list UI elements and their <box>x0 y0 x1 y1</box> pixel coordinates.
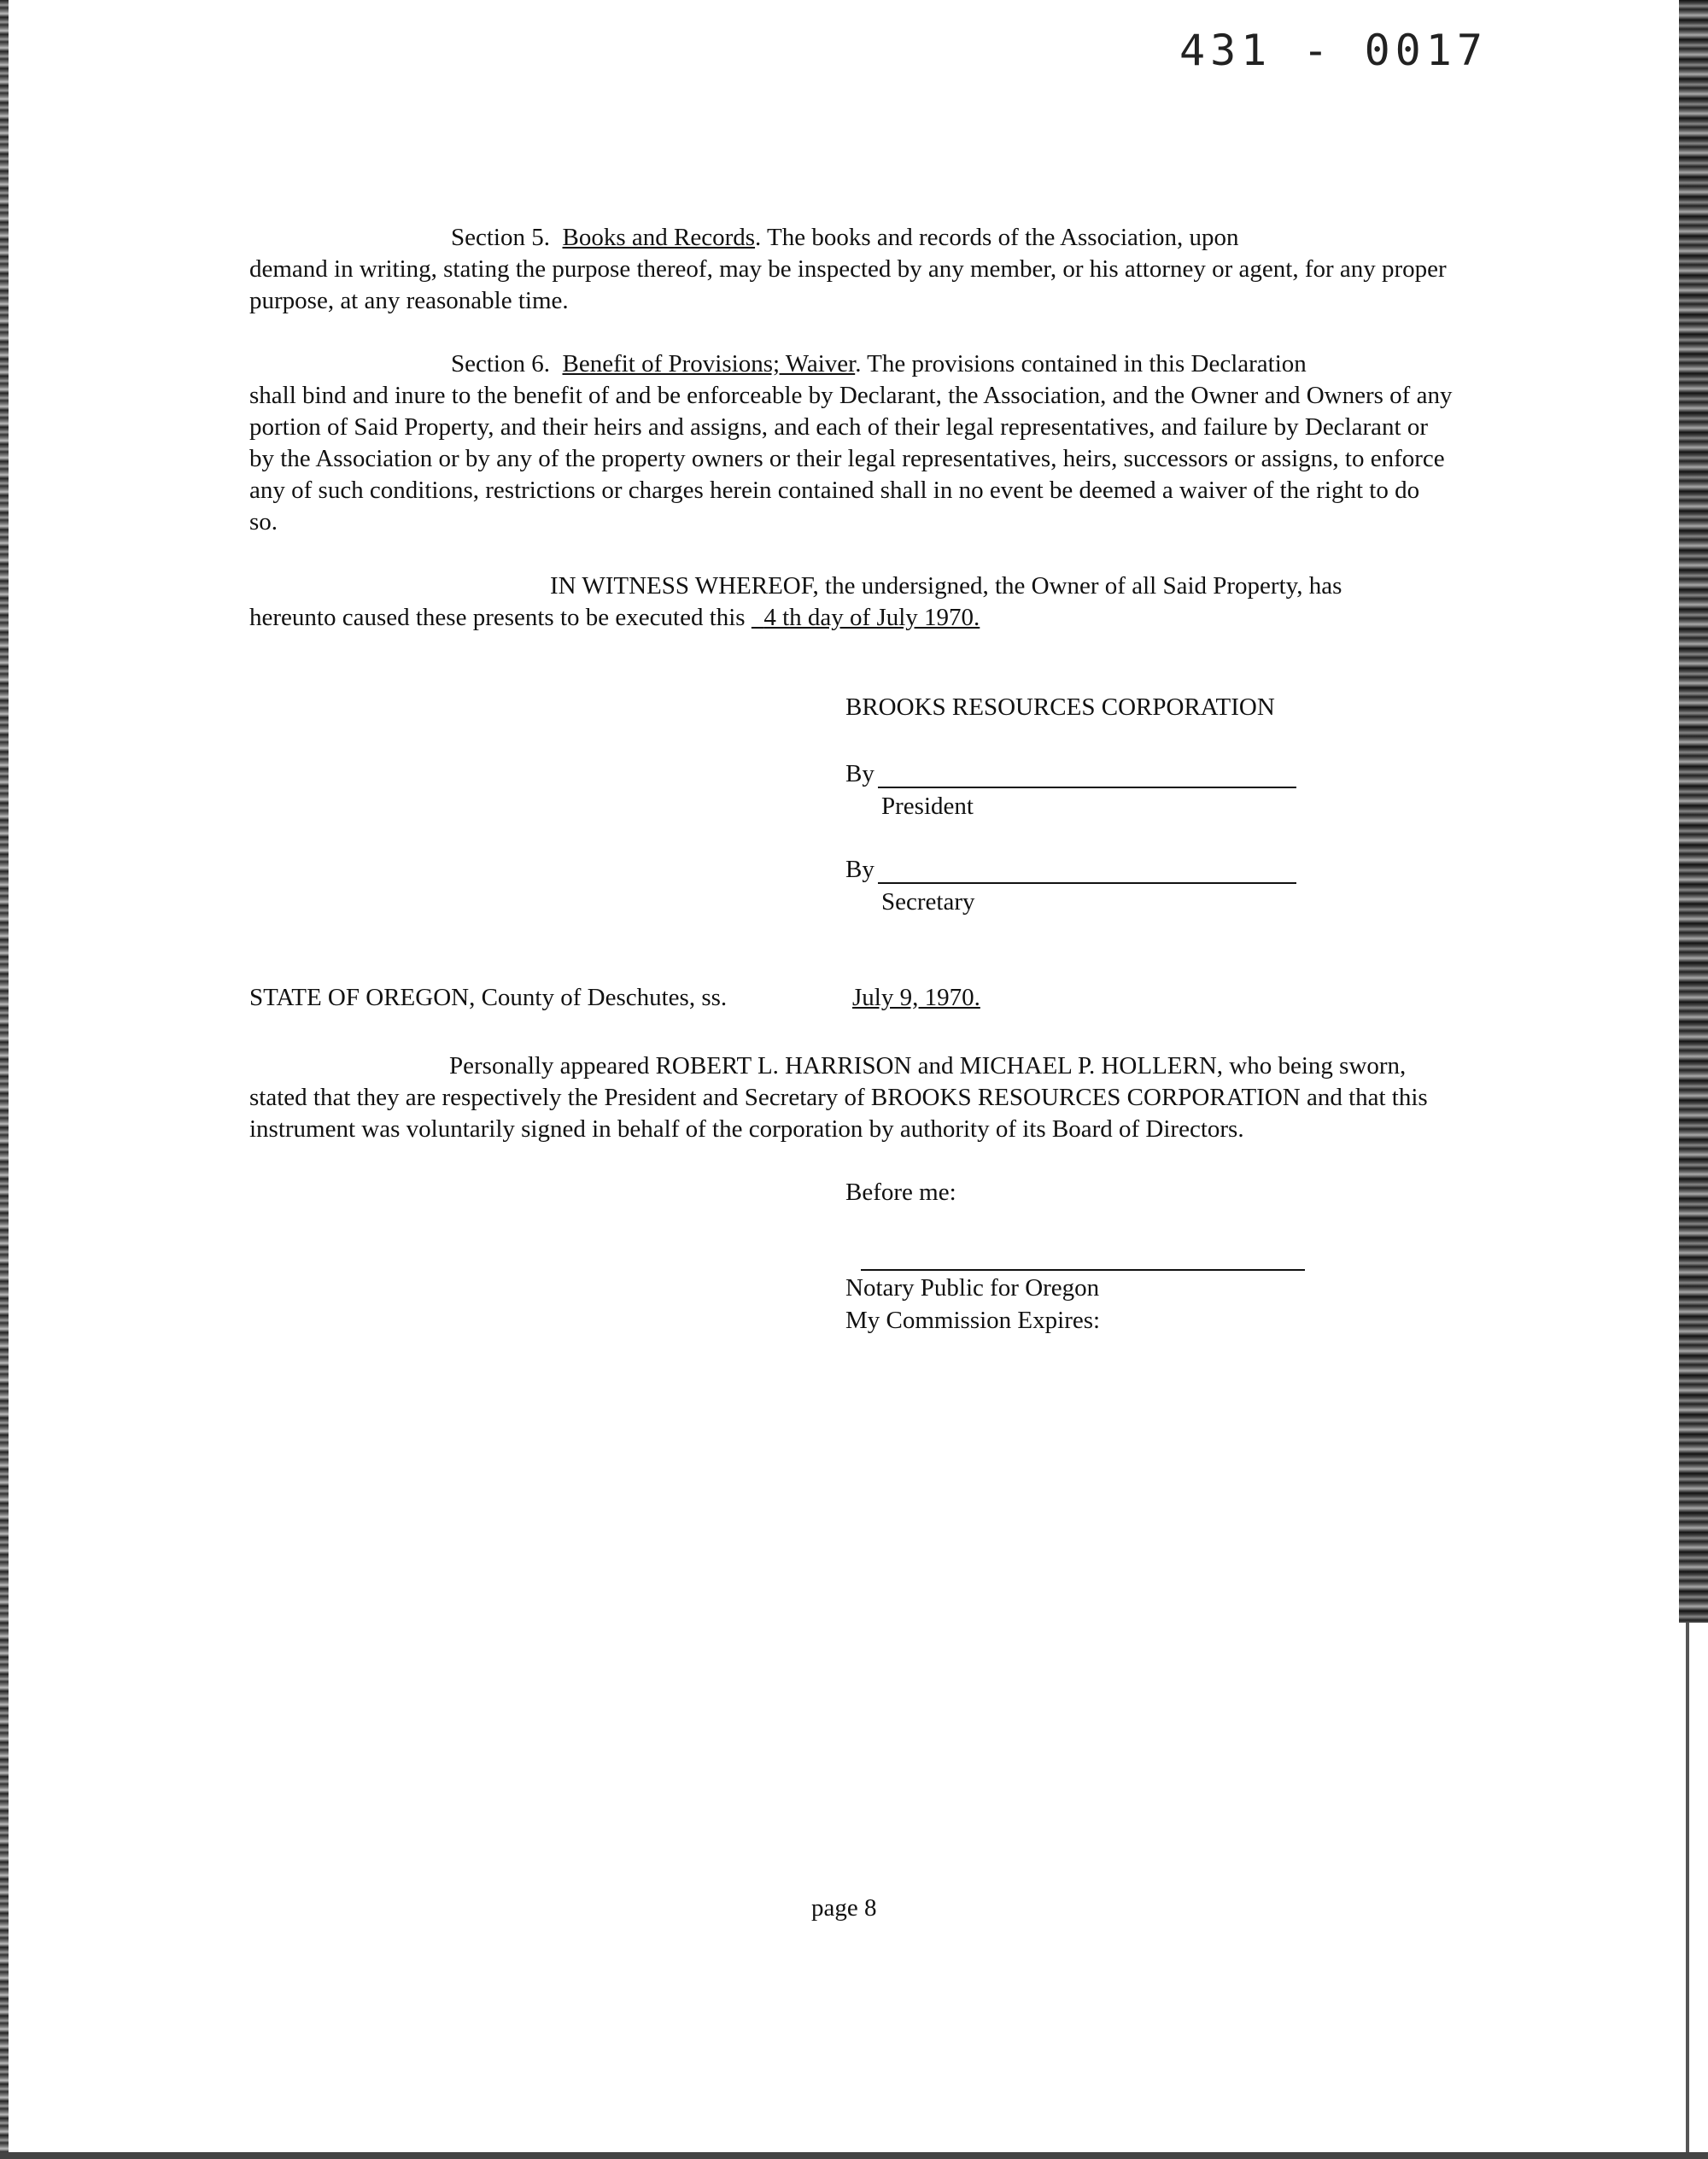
signature-line-president <box>845 760 1296 788</box>
commission-expires-label: My Commission Expires: <box>845 1307 1101 1334</box>
section-5-lead: Section 5. <box>451 224 550 251</box>
execution-date-field: 4 th day of July 1970. <box>763 604 980 631</box>
by-label-2: By <box>845 856 874 883</box>
by-label-1: By <box>845 760 874 787</box>
acknowledgment-date: July 9, 1970. <box>852 984 980 1011</box>
witness-line-2-prefix: hereunto caused these presents to be executed this <box>249 604 746 631</box>
section-6-paragraph <box>249 348 1655 380</box>
section-5-paragraph <box>249 222 1655 254</box>
state-county-line: STATE OF OREGON, County of Deschutes, ss. <box>249 984 728 1011</box>
notary-title: Notary Public for Oregon <box>845 1274 1100 1302</box>
document-number: 431 - 0017 <box>1179 26 1488 75</box>
signature-rule-1 <box>878 764 1296 788</box>
signature-line-secretary <box>845 856 1296 884</box>
section-5-text-line1: . The books and records of the Association, upon <box>755 224 1239 251</box>
section-6-text-rest: shall bind and inure to the benefit of and be enforceable by Declarant, the Association, and the Owner and Owners of any portion of Said Property, and their heirs and assigns, and each of their legal representatives, and failure by Declarant or by the Association or by any of the property owners or their legal representatives, heirs, successors or assigns, to enforce any of such conditions, restrictions or charges herein contained shall in no event be deemed a waiver of the right to do so. <box>249 382 1453 535</box>
section-6-lead: Section 6. <box>451 350 550 377</box>
scan-edge-right <box>1679 0 1708 1623</box>
section-6-text-line1: . The provisions contained in this Declaration <box>855 350 1307 377</box>
witness-line-1: IN WITNESS WHEREOF, the undersigned, the Owner of all Said Property, has <box>550 572 1342 600</box>
section-5-heading: Books and Records <box>562 224 756 251</box>
scan-edge-left <box>0 0 9 2159</box>
signature-title-president: President <box>881 793 974 820</box>
page-number: page 8 <box>811 1894 877 1922</box>
before-me-label: Before me: <box>845 1179 956 1206</box>
scan-edge-bottom <box>0 2152 1708 2159</box>
corporation-name: BROOKS RESOURCES CORPORATION <box>845 693 1275 721</box>
scan-edge-right-lower <box>1686 1623 1689 2159</box>
notary-signature-rule <box>861 1269 1305 1271</box>
signature-title-secretary: Secretary <box>881 888 975 916</box>
witness-line-2 <box>249 602 1454 634</box>
signature-rule-2 <box>878 860 1296 884</box>
section-6-heading: Benefit of Provisions; Waiver <box>562 350 856 377</box>
section-5-text-rest: demand in writing, stating the purpose thereof, may be inspected by any member, or his attorney or agent, for any proper purpose, at any reasonable time. <box>249 255 1447 314</box>
acknowledgment-body: Personally appeared ROBERT L. HARRISON and MICHAEL P. HOLLERN, who being sworn, stated that they are respectively the President and Secretary of BROOKS RESOURCES CORPORATION and that this instrument was voluntarily signed in behalf of the corporation by authority of its Board of Directors. <box>249 1052 1428 1143</box>
